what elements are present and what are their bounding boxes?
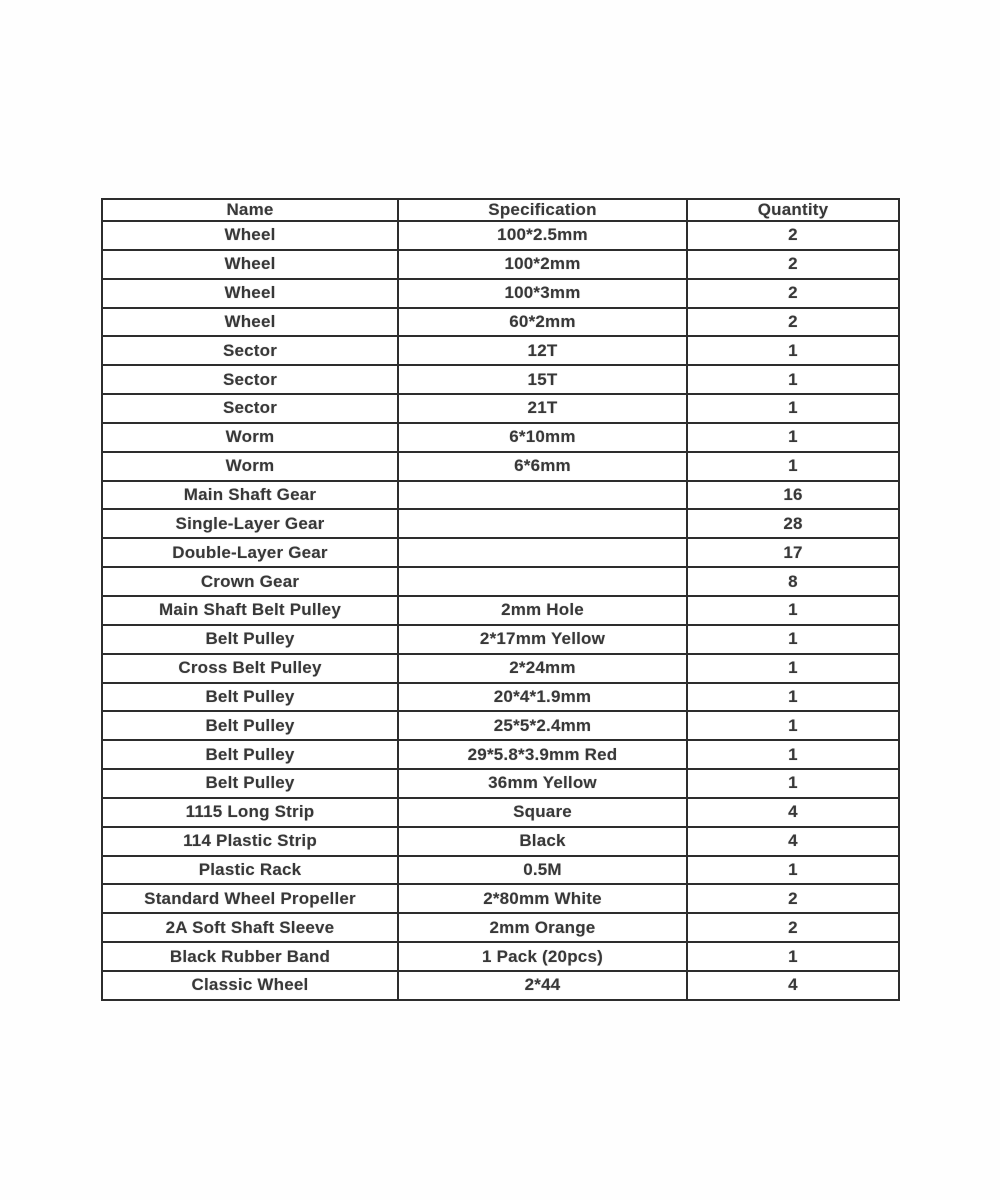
specification-cell: 25*5*2.4mm <box>398 711 687 740</box>
table-row <box>102 250 899 279</box>
specification-cell: 29*5.8*3.9mm Red <box>398 740 687 769</box>
table-row <box>102 884 899 913</box>
quantity-cell: 1 <box>687 452 899 481</box>
column-header-specification: Specification <box>398 199 687 221</box>
table-row <box>102 336 899 365</box>
specification-cell: 0.5M <box>398 856 687 885</box>
table-row <box>102 538 899 567</box>
name-cell: Sector <box>102 394 398 423</box>
name-cell: Main Shaft Gear <box>102 481 398 510</box>
specification-cell: 36mm Yellow <box>398 769 687 798</box>
quantity-cell: 1 <box>687 654 899 683</box>
header-row <box>102 199 899 221</box>
quantity-cell: 1 <box>687 740 899 769</box>
table-row <box>102 394 899 423</box>
quantity-cell: 2 <box>687 250 899 279</box>
name-cell: Single-Layer Gear <box>102 509 398 538</box>
quantity-cell: 17 <box>687 538 899 567</box>
specification-cell: 60*2mm <box>398 308 687 337</box>
name-cell: Crown Gear <box>102 567 398 596</box>
specification-cell: 1 Pack (20pcs) <box>398 942 687 971</box>
quantity-cell: 1 <box>687 683 899 712</box>
quantity-cell: 1 <box>687 423 899 452</box>
quantity-cell: 1 <box>687 596 899 625</box>
table-row <box>102 423 899 452</box>
column-header-name: Name <box>102 199 398 221</box>
table-body <box>102 221 899 1000</box>
quantity-cell: 1 <box>687 711 899 740</box>
quantity-cell: 2 <box>687 308 899 337</box>
quantity-cell: 1 <box>687 625 899 654</box>
parts-list-table <box>101 198 900 1001</box>
specification-cell: 2*24mm <box>398 654 687 683</box>
specification-cell: 2*17mm Yellow <box>398 625 687 654</box>
specification-cell <box>398 567 687 596</box>
quantity-cell: 4 <box>687 971 899 1000</box>
name-cell: Standard Wheel Propeller <box>102 884 398 913</box>
specification-cell: 2mm Orange <box>398 913 687 942</box>
table-row <box>102 942 899 971</box>
name-cell: 2A Soft Shaft Sleeve <box>102 913 398 942</box>
specification-cell <box>398 509 687 538</box>
specification-cell: 100*2.5mm <box>398 221 687 250</box>
name-cell: Wheel <box>102 221 398 250</box>
name-cell: Belt Pulley <box>102 740 398 769</box>
quantity-cell: 4 <box>687 798 899 827</box>
quantity-cell: 8 <box>687 567 899 596</box>
name-cell: Worm <box>102 452 398 481</box>
table-row <box>102 856 899 885</box>
table-row <box>102 596 899 625</box>
quantity-cell: 1 <box>687 365 899 394</box>
table-row <box>102 365 899 394</box>
table-row <box>102 827 899 856</box>
name-cell: Sector <box>102 336 398 365</box>
name-cell: Sector <box>102 365 398 394</box>
name-cell: Black Rubber Band <box>102 942 398 971</box>
specification-cell: 21T <box>398 394 687 423</box>
table-row <box>102 683 899 712</box>
quantity-cell: 2 <box>687 221 899 250</box>
name-cell: Belt Pulley <box>102 683 398 712</box>
quantity-cell: 28 <box>687 509 899 538</box>
specification-cell: 12T <box>398 336 687 365</box>
specification-cell: 6*6mm <box>398 452 687 481</box>
quantity-cell: 2 <box>687 279 899 308</box>
quantity-cell: 1 <box>687 336 899 365</box>
column-header-quantity: Quantity <box>687 199 899 221</box>
table-row <box>102 711 899 740</box>
quantity-cell: 2 <box>687 884 899 913</box>
specification-cell: Square <box>398 798 687 827</box>
table-row <box>102 308 899 337</box>
quantity-cell: 1 <box>687 942 899 971</box>
table-row <box>102 221 899 250</box>
specification-cell: 2mm Hole <box>398 596 687 625</box>
table-row <box>102 509 899 538</box>
name-cell: Wheel <box>102 250 398 279</box>
table-row <box>102 452 899 481</box>
quantity-cell: 1 <box>687 856 899 885</box>
name-cell: Belt Pulley <box>102 711 398 740</box>
table-row <box>102 740 899 769</box>
name-cell: Plastic Rack <box>102 856 398 885</box>
specification-cell: 20*4*1.9mm <box>398 683 687 712</box>
name-cell: Wheel <box>102 279 398 308</box>
table-row <box>102 971 899 1000</box>
name-cell: Belt Pulley <box>102 625 398 654</box>
name-cell: Double-Layer Gear <box>102 538 398 567</box>
specification-cell <box>398 481 687 510</box>
specification-cell: 2*80mm White <box>398 884 687 913</box>
table-row <box>102 279 899 308</box>
table-row <box>102 567 899 596</box>
table-row <box>102 481 899 510</box>
specification-cell: Black <box>398 827 687 856</box>
name-cell: Wheel <box>102 308 398 337</box>
specification-cell: 15T <box>398 365 687 394</box>
table-row <box>102 798 899 827</box>
name-cell: 1115 Long Strip <box>102 798 398 827</box>
specification-cell: 2*44 <box>398 971 687 1000</box>
quantity-cell: 16 <box>687 481 899 510</box>
name-cell: Worm <box>102 423 398 452</box>
specification-cell <box>398 538 687 567</box>
name-cell: Classic Wheel <box>102 971 398 1000</box>
quantity-cell: 2 <box>687 913 899 942</box>
name-cell: Cross Belt Pulley <box>102 654 398 683</box>
specification-cell: 6*10mm <box>398 423 687 452</box>
specification-cell: 100*2mm <box>398 250 687 279</box>
table-row <box>102 654 899 683</box>
quantity-cell: 4 <box>687 827 899 856</box>
quantity-cell: 1 <box>687 394 899 423</box>
name-cell: Belt Pulley <box>102 769 398 798</box>
table-row <box>102 913 899 942</box>
name-cell: Main Shaft Belt Pulley <box>102 596 398 625</box>
name-cell: 114 Plastic Strip <box>102 827 398 856</box>
table-row <box>102 769 899 798</box>
table-row <box>102 625 899 654</box>
quantity-cell: 1 <box>687 769 899 798</box>
specification-cell: 100*3mm <box>398 279 687 308</box>
